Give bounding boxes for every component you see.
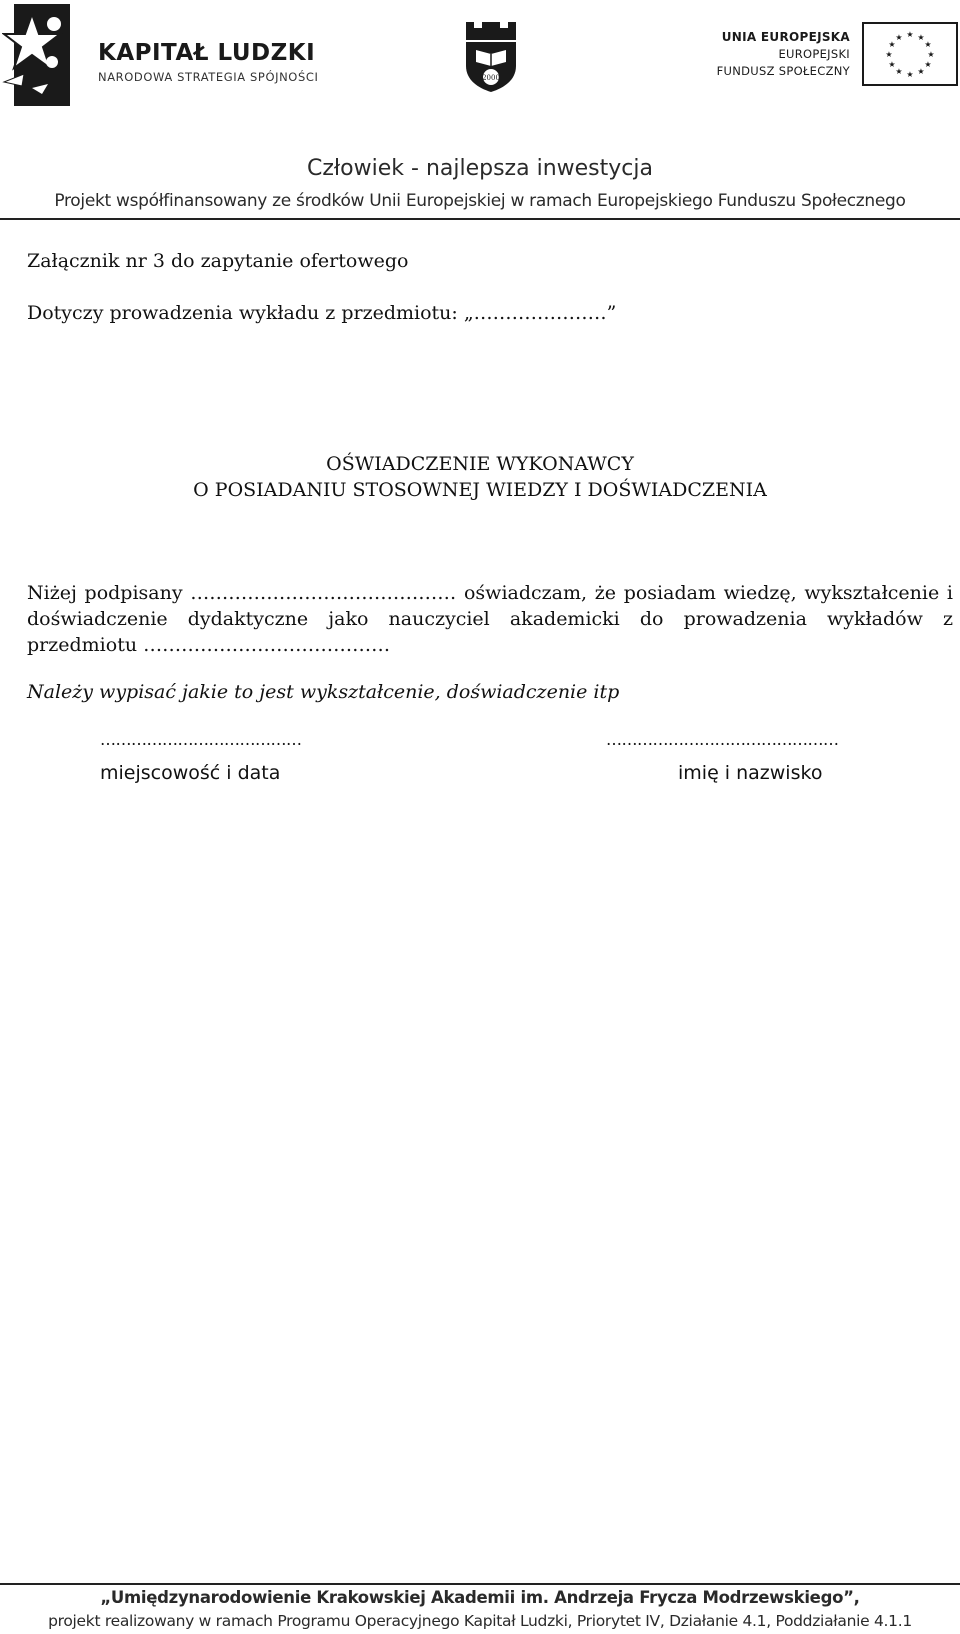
- svg-text:★: ★: [885, 50, 893, 59]
- footer-project-title: „Umiędzynarodowienie Krakowskiej Akademii im. Andrzeja Frycza Modrzewskiego”,: [100, 1588, 860, 1607]
- eu-flag-icon: [862, 22, 958, 86]
- signature-place-date-blank: …………………………………: [100, 730, 302, 749]
- signature-name-blank: ………………………………………: [606, 730, 839, 749]
- svg-text:★: ★: [906, 70, 914, 79]
- svg-text:★: ★: [927, 50, 935, 59]
- eu-line-1: UNIA EUROPEJSKA: [721, 30, 850, 44]
- concerns-line: Dotyczy prowadzenia wykładu z przedmiotu: „…………………”: [27, 302, 617, 324]
- kapital-ludzki-logo: [0, 2, 340, 108]
- svg-text:★: ★: [924, 40, 932, 49]
- attachment-line: Załącznik nr 3 do zapytanie ofertowego: [27, 250, 409, 272]
- crest-year: 2000: [482, 74, 500, 82]
- university-crest-icon: [460, 18, 522, 94]
- eu-text: [717, 28, 850, 80]
- instruction-note: Należy wypisać jakie to jest wykształcenie, doświadczenie itp: [27, 681, 620, 703]
- eu-line-3: FUNDUSZ SPOŁECZNY: [716, 64, 850, 78]
- svg-text:★: ★: [895, 33, 903, 42]
- kapital-ludzki-subtitle: NARODOWA STRATEGIA SPÓJNOŚCI: [98, 70, 319, 84]
- svg-text:★: ★: [888, 60, 896, 69]
- eu-line-2: EUROPEJSKI: [778, 47, 850, 61]
- document-heading-line-1: OŚWIADCZENIE WYKONAWCY: [326, 453, 634, 475]
- svg-text:★: ★: [917, 67, 925, 76]
- eu-logo-block: [710, 18, 960, 90]
- kapital-ludzki-star-icon: [2, 4, 74, 106]
- header-divider: [0, 218, 960, 220]
- slogan: Człowiek - najlepsza inwestycja: [307, 156, 653, 181]
- signature-place-date-label: miejscowość i data: [100, 762, 281, 784]
- document-heading-line-2: O POSIADANIU STOSOWNEJ WIEDZY I DOŚWIADCZENIA: [193, 479, 767, 501]
- svg-text:★: ★: [917, 33, 925, 42]
- declaration-paragraph: Niżej podpisany …………………………………… oświadczam, że posiadam wiedzę, wykształcenie i doświadczenie dydaktyczne jako nauczyciel akademicki do prowadzenia wykładów z przedmiotu …………………………………: [27, 582, 953, 656]
- footer-divider: [0, 1583, 960, 1585]
- svg-text:★: ★: [888, 40, 896, 49]
- kapital-ludzki-title: KAPITAŁ LUDZKI: [98, 40, 316, 66]
- footer-programme-line: projekt realizowany w ramach Programu Operacyjnego Kapitał Ludzki, Priorytet IV, Działanie 4.1, Poddziałanie 4.1.1: [48, 1612, 912, 1630]
- svg-text:★: ★: [895, 67, 903, 76]
- svg-text:★: ★: [924, 60, 932, 69]
- signature-name-label: imię i nazwisko: [678, 762, 823, 784]
- project-cofinancing-line: Projekt współfinansowany ze środków Unii Europejskiej w ramach Europejskiego Funduszu Społecznego: [54, 191, 906, 211]
- svg-text:★: ★: [906, 30, 914, 39]
